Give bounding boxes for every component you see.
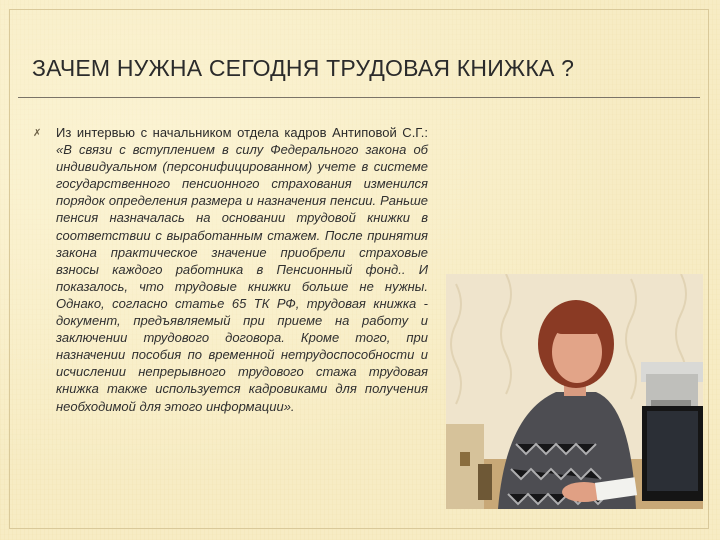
interview-paragraph xyxy=(56,124,428,415)
interview-lead: Из интервью с начальником отдела кадров Антиповой С.Г.: xyxy=(56,125,428,140)
interview-quote: «В связи с вступлением в силу Федерального закона об индивидуальном (персонифицированном) учете в системе государственного пенсионного страхования изменился порядок определения размера и назначения пенсии. Раньше пенсия назначалась на основании трудовой книжки в соответствии с выработанным стажем. После принятия закона практическое значение приобрели страховые взносы каждого работника в Пенсионный фонд.. И показалось, что трудовые книжки больше не нужны. Однако, согласно статье 65 ТК РФ, трудовая книжка - документ, предъявляемый при приеме на работу и заключении трудового договора. Кроме того, при назначении пособия по временной нетрудоспособности и исчислении непрерывного трудового стажа трудовая книжка также используется кадровиками для получения необходимой для этого информации». xyxy=(56,142,428,414)
title-divider xyxy=(18,97,700,98)
hr-office-photo xyxy=(446,274,703,509)
x-bullet-icon: ✗ xyxy=(33,128,42,139)
slide-title: ЗАЧЕМ НУЖНА СЕГОДНЯ ТРУДОВАЯ КНИЖКА ? xyxy=(32,55,575,81)
